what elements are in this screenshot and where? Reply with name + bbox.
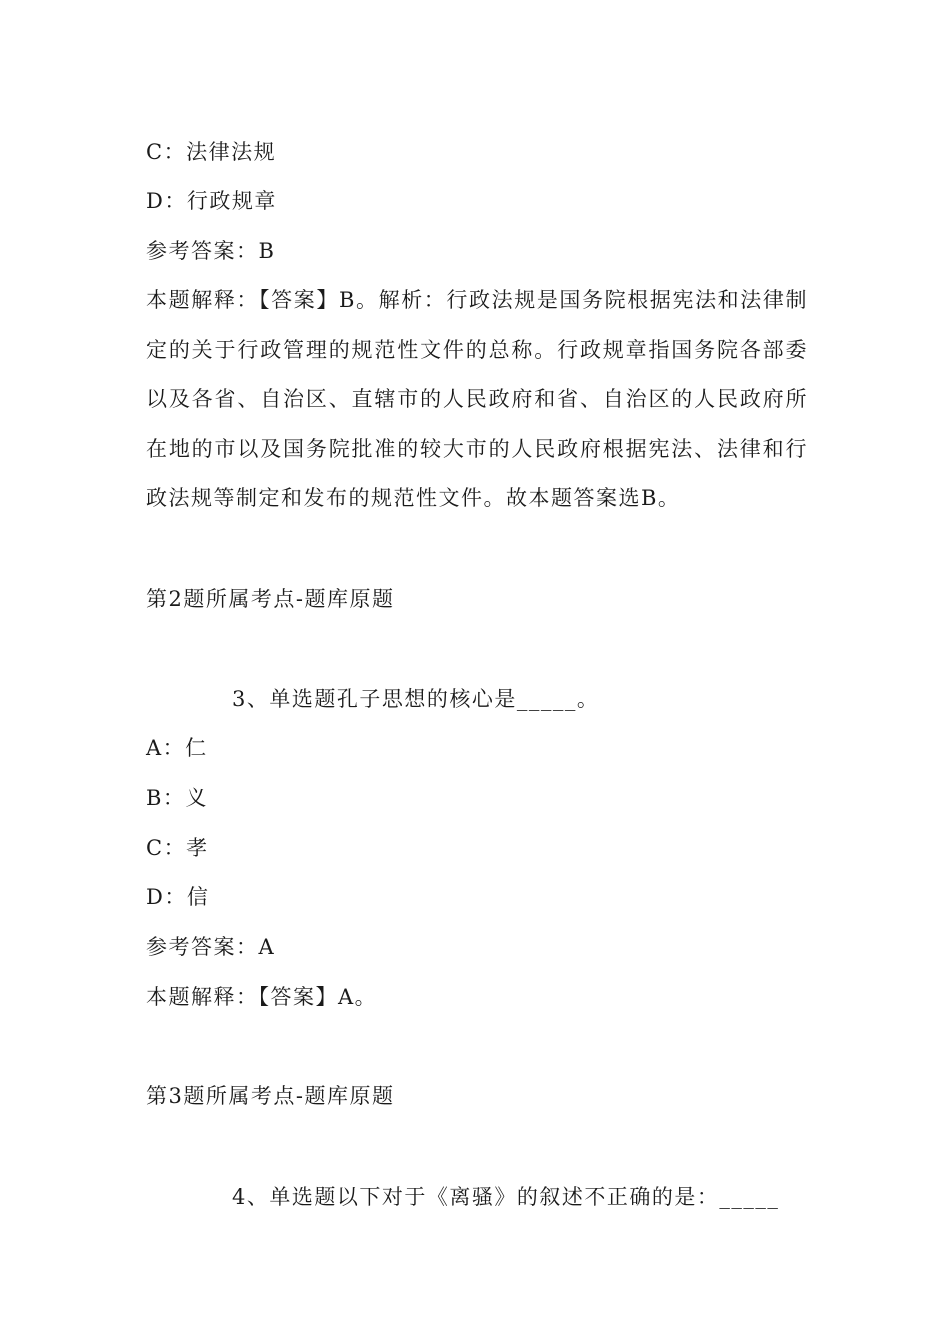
q3-option-d: D：信 (146, 885, 210, 909)
q2-answer: 参考答案：B (146, 239, 276, 263)
q2-option-c: C：法律法规 (146, 140, 277, 164)
q2-knowledge-point: 第2题所属考点-题库原题 (146, 587, 395, 611)
q2-option-d: D：行政规章 (146, 189, 277, 213)
q3-option-b: B：义 (146, 786, 208, 810)
q2-explanation: 本题解释：【答案】B。解析：行政法规是国务院根据宪法和法律制定的关于行政管理的规范性文件的总称。行政规章指国务院各部委以及各省、自治区、直辖市的人民政府和省、自治区的人民政府所在地的市以及国务院批准的较大市的人民政府根据宪法、法律和行政法规等制定和发布的规范性文件。故本题答案选B。 (146, 288, 808, 510)
q3-question: 3、单选题孔子思想的核心是_____。 (232, 687, 600, 711)
q3-explanation: 本题解释：【答案】A。 (146, 985, 378, 1009)
q3-knowledge-point: 第3题所属考点-题库原题 (146, 1084, 395, 1108)
q3-answer: 参考答案：A (146, 935, 276, 959)
q4-question: 4、单选题以下对于《离骚》的叙述不正确的是：_____ (232, 1185, 780, 1209)
q3-option-c: C：孝 (146, 836, 209, 860)
q3-option-a: A：仁 (146, 736, 208, 760)
